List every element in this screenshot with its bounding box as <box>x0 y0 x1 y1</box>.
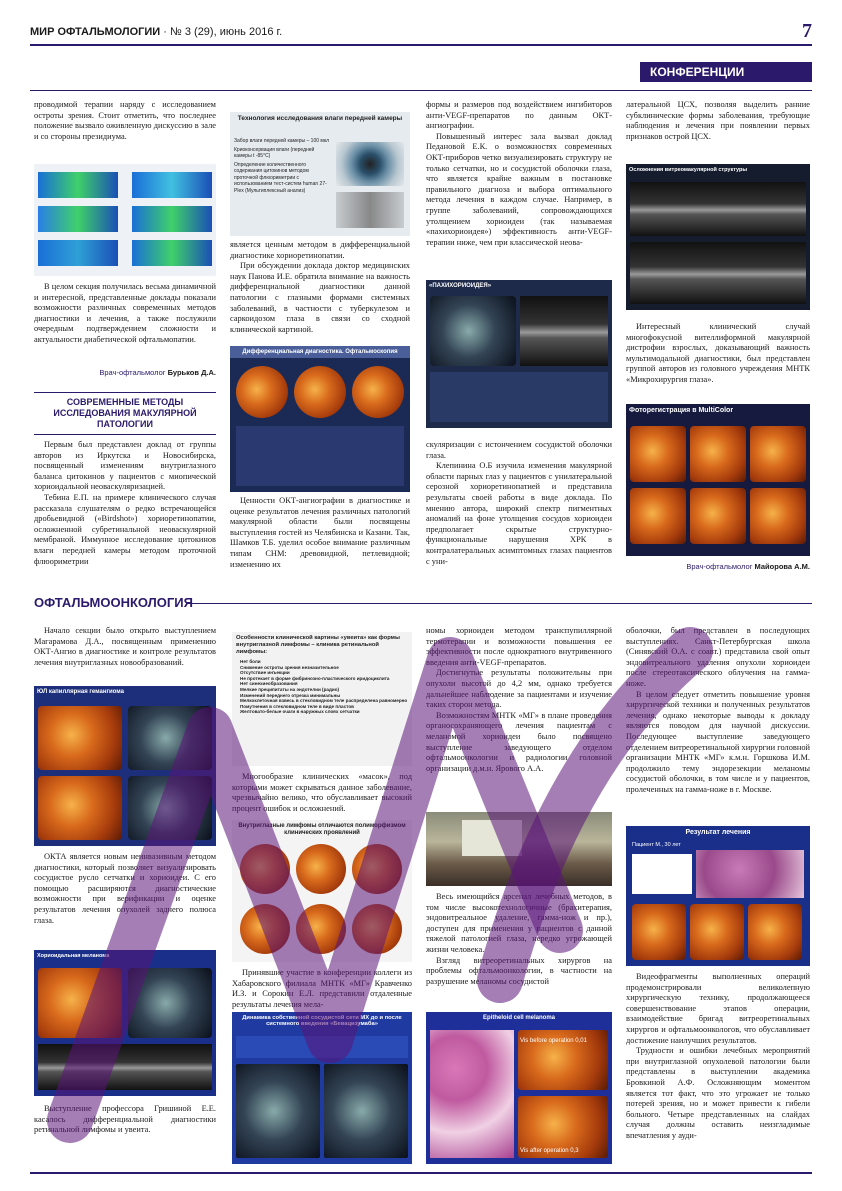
text: Первым был представлен доклад от группы авторов из Иркутска и Новосибирска, посвященный изменениям внутриглазного баланса цитокинов у пациентов с миопической хориоидальной неоваскуляризацией. <box>34 440 216 492</box>
slide-title: Epitheloid cell melanoma <box>482 1015 556 1021</box>
text: ОКТА является новым неинвазивным методом диагностики, который позволяет визуализировать сосудистое русло сетчатки и хориоидеи. С его помощью расширяются диагностические возможности при верификации и оценке результатов лечения опухолей заднего полюса глаза. <box>34 852 216 925</box>
slide-title: Внутриглазные лимфомы отличаются полиморфизмом клинических проявлений <box>238 823 406 836</box>
issue-info: · № 3 (29), июнь 2016 г. <box>163 26 283 38</box>
slide-title: Результат лечения <box>685 829 751 836</box>
slide-item: Отсутствие инъекции <box>240 670 290 676</box>
slide-item: Изменений переднего отрезка минимальны <box>240 692 341 698</box>
text: Повышенный интерес зала вызвал доклад Педановой Е.К. о возможностях современных ОКТ-приборов четко визуализировать структуру не только сетчатки, но и сосудистой оболочки глаза, что является крайне важным в постановке правильного диагноза и выбора оптимального метода лечения в каждом случае. Например, в группе заболеваний, сопровождающихся утолщением хориоидеи (так называемая «пахихориоидея») эффективность анти-VEGF-терапии ниже, чем при классической неова- <box>426 131 612 247</box>
text: Принявшие участие в конференции коллеги из Хабаровского филиала МНТК «МГ» Кравченко И.З. и Сорокин Е.Л. представили отдаленные результаты лечения мела- <box>232 968 412 1009</box>
slide-title: «ПАХИХОРИОИДЕЯ» <box>429 283 492 289</box>
vis-after: Vis after operation 0,3 <box>520 1148 579 1154</box>
text: Взгляд витреоретинальных хирургов на проблемы офтальмоонкологии, в частности на разрушение меланомы сосудистой <box>426 955 612 986</box>
slide-title: ЮЛ капиллярная гемангиома <box>37 689 124 695</box>
page-number: 7 <box>802 20 812 42</box>
text: проводимой терапии наряду с исследованием остроты зрения. Стоит отметить, что последнее положение вызвало оживленную дискуссию в зале и со стороны президиума. <box>34 100 216 141</box>
journal-name: МИР ОФТАЛЬМОЛОГИИ <box>30 26 161 38</box>
text: При обсуждении доклада доктор медицинских наук Панова И.Е. обратила внимание на важность дифференциальной диагностики данной патологии с глазными формами системных заболеваний, в частности с туберкулезом и саркоидозом глаза в связи со сходной клинической картиной. <box>230 261 410 334</box>
watermark-stroke <box>70 660 560 1120</box>
text: Достигнутые результаты положительны при опухоли высотой до 4,2 мм, однако требуется дальнейшее наблюдение за пациентами и изучение таких сторон метода. <box>426 668 612 710</box>
slide-item: Криоконсервация влаги (передней камеры t -85°С) <box>234 146 315 159</box>
slide-item: Снижение остроты зрения незначительное <box>240 664 339 670</box>
text: формы и размеров под воздействием ингибиторов анти-VEGF-препаратов по данным ОКТ-ангиографии. <box>426 100 612 131</box>
watermark-strokes <box>70 650 690 1120</box>
slide-title: Дифференциальная диагностика. Офтальмоскопия <box>230 346 410 358</box>
signature-role: Врач-офтальмолог <box>686 562 753 571</box>
text: Клепинина О.Б изучила изменения макулярной области парных глаз у пациентов с унилатеральной серозной хориоретинопатией и представила результаты своей работы в виде доклада. По мнению автора, широкий спектр пигментных аномалий на фоне утолщения сосудов хориоидеи предполагает скрытые структурно-функциональные нарушения ХРК в контралатеральных асимптомных глазах пациентов с уни- <box>426 461 612 566</box>
text: В целом следует отметить повышение уровня хирургической техники и полученных результатов лечения, однако некоторые выводы к докладу являются поводом для научной дискуссии. Последующее выступление заведующего отделением витреоретинальной хирургии головной организации МНТК «МГ» к.м.н. Горшкова И.М. продолжило тему эндорезекции меланомы сосудистой оболочки, в том числе и у пациентов, пролеченных на гамма-ноже в г. Москве. <box>626 689 810 794</box>
text: Выступление профессора Гришиной Е.Е. касалось дифференциальной диагностики ретинальной лимфомы и увеита. <box>34 1104 216 1135</box>
text: Возможностям МНТК «МГ» в плане проведения органосохраняющего лечения пациентам с меланомой хориоидеи было посвящено выступление заведующего отделом офтальмоонкологии и радиологии головной организации д.м.н. Ярового А.А. <box>426 710 612 773</box>
text: Весь имеющийся арсенал лечебных методов, в том числе высокотехнологичные (брахитерапия, эндовитреальное удаление, гамма-нож и пр.), доступен для применения у пациентов с данной тяжелой патологией глаза, нередко угрожающей жизни человека. <box>426 892 612 954</box>
signature-role: Врач-офтальмолог <box>99 368 166 377</box>
signature-name: Бурьков Д.А. <box>167 368 216 377</box>
text: является ценным методом в дифференциальной диагностике хориоретинопатии. <box>230 240 410 260</box>
slide-title: Особенности клинической картины «увеита» как формы внутриглазной лимфомы – клиника ретинальной лимфомы: <box>236 635 400 655</box>
text: скуляризации с истончением сосудистой оболочки глаза. <box>426 440 612 460</box>
slide-item: Желтовато-белые очаги в наружных слоях сетчатки <box>240 709 360 715</box>
slide-title: Динамика собственной сосудистой сети МХ до и после системного введения «Бевацизумаба» <box>242 1015 402 1027</box>
subsection-heading-text: СОВРЕМЕННЫЕ МЕТОДЫ ИССЛЕДОВАНИЯ МАКУЛЯРНОЙ ПАТОЛОГИИ <box>53 397 197 429</box>
signature-name: Майорова А.М. <box>754 562 810 571</box>
slide-item: Мелкоклеточная взвесь в стекловидном теле распределена равномерно <box>240 698 408 704</box>
slide-item: Помутнения в стекловидном теле в виде пластов <box>240 703 354 709</box>
slide-title: Осложнения витреомакулярной структуры <box>629 167 748 173</box>
text: Видеофрагменты выполненных операций продемонстрировали великолепную хирургическую технику, продолжающееся совершенствование этапов операции, взаимодействие бригад витреоретинальных хирургов и офтальмоонкологов, что обуславливает достижение наилучших результатов. <box>626 972 810 1045</box>
slide-patient: Пациент М., 30 лет <box>632 842 681 848</box>
slide-item: Определение количественного содержания цитокинов методом проточной флюориметрии с использованием тест-систем human 27-Plex (Мультиплексный анализ) <box>234 161 327 194</box>
slide-item: Забор влаги передней камеры – 100 мкл <box>234 138 330 144</box>
text: Начало секции было открыто выступлением Магарамова Д.А., посвященным применению ОКТ-Ангио в диагностике и контроле результатов лечения внутриглазных новообразований. <box>34 626 216 667</box>
text: Тебина Е.П. на примере клинического случая рассказала слушателям о редко встречающейся дробьевидной («Birdshot») хориоретинопатии, осложненной субретинальной неоваскулярной мембраной. Иммунное исследование цитокинов влаги передней камеры методом проточной флюориметрии <box>34 492 216 566</box>
slide-item: Не протекает в форме фибринозно-пластического иридоциклита <box>240 675 390 681</box>
slide-item: Нет синехиеобразования <box>240 681 298 687</box>
section-tab-label: КОНФЕРЕНЦИИ <box>650 65 745 79</box>
text: В целом секция получилась весьма динамичной и интересной, представленные доклады показали возможности различных современных методов диагностики и лечения, а также послужили очередным подтверждением сложности и актуальности диабетической офтальмопатии. <box>34 282 216 344</box>
text: номы хориоидеи методом транспупиллярной термотерапии и возможности повышения ее эффективности после однократного внутривенного введения анти-VEGF-препаратов. <box>426 626 612 667</box>
text: Многообразие клинических «масок», под которыми может скрываться данное заболевание, чрезвычайно велико, что обуславливает высокий процент ошибок и осложнений. <box>232 772 412 813</box>
text: Интересный клинический случай многофокусной вителлиформной макулярной дистрофии взрослых, доказывающий важность мультимодальной диагностики, был представлен группой авторов из головного учреждения МНТК «Микрохирургия глаза». <box>626 322 810 384</box>
vis-before: Vis before operation 0,01 <box>520 1038 587 1044</box>
text: оболочки, был представлен в последующих выступлениях. Санкт-Петербургская школа (Синявский О.А. с соавт.) представила свой опыт эндовитреального удаления опухоли хориоидеи после стереотаксического облучения на гамма-ноже. <box>626 626 810 688</box>
slide-item: Нет боли <box>240 659 261 664</box>
slide-title: Технология исследования влаги передней камеры <box>237 115 403 122</box>
slide-title: Хориоидальная меланома <box>37 953 110 959</box>
text: латеральной ЦСХ, позволяя выделить ранние субклинические формы заболевания, требующие наблюдения и лечения при появлении первых признаков острой ЦСХ. <box>626 100 810 141</box>
section-heading: ОФТАЛЬМООНКОЛОГИЯ <box>34 595 193 610</box>
text: Ценности ОКТ-ангиографии в диагностике и оценке результатов лечения различных патологий макулярной области были посвящены выступления гостей из Челябинска и Казани. Так, Шамков Т.Б. уделил особое внимание различным типам СНМ: древовидной, петлевидной; изменению их <box>230 496 410 569</box>
slide-item: Мелкие преципитаты на эндотелии (радио) <box>240 686 340 692</box>
slide-title: Фоторегистрация в MultiColor <box>629 407 734 414</box>
text: Трудности и ошибки лечебных мероприятий при внутриглазной опухолевой патологии были представлены в выступлении академика Бровкиной А.Ф. Осложняющим моментом является тот факт, что это угрожает не только потерей зрения, но и может привести к гибели больного. Четыре представленных на слайдах случая должны оставить неизгладимые впечатления у ауди- <box>626 1046 810 1140</box>
